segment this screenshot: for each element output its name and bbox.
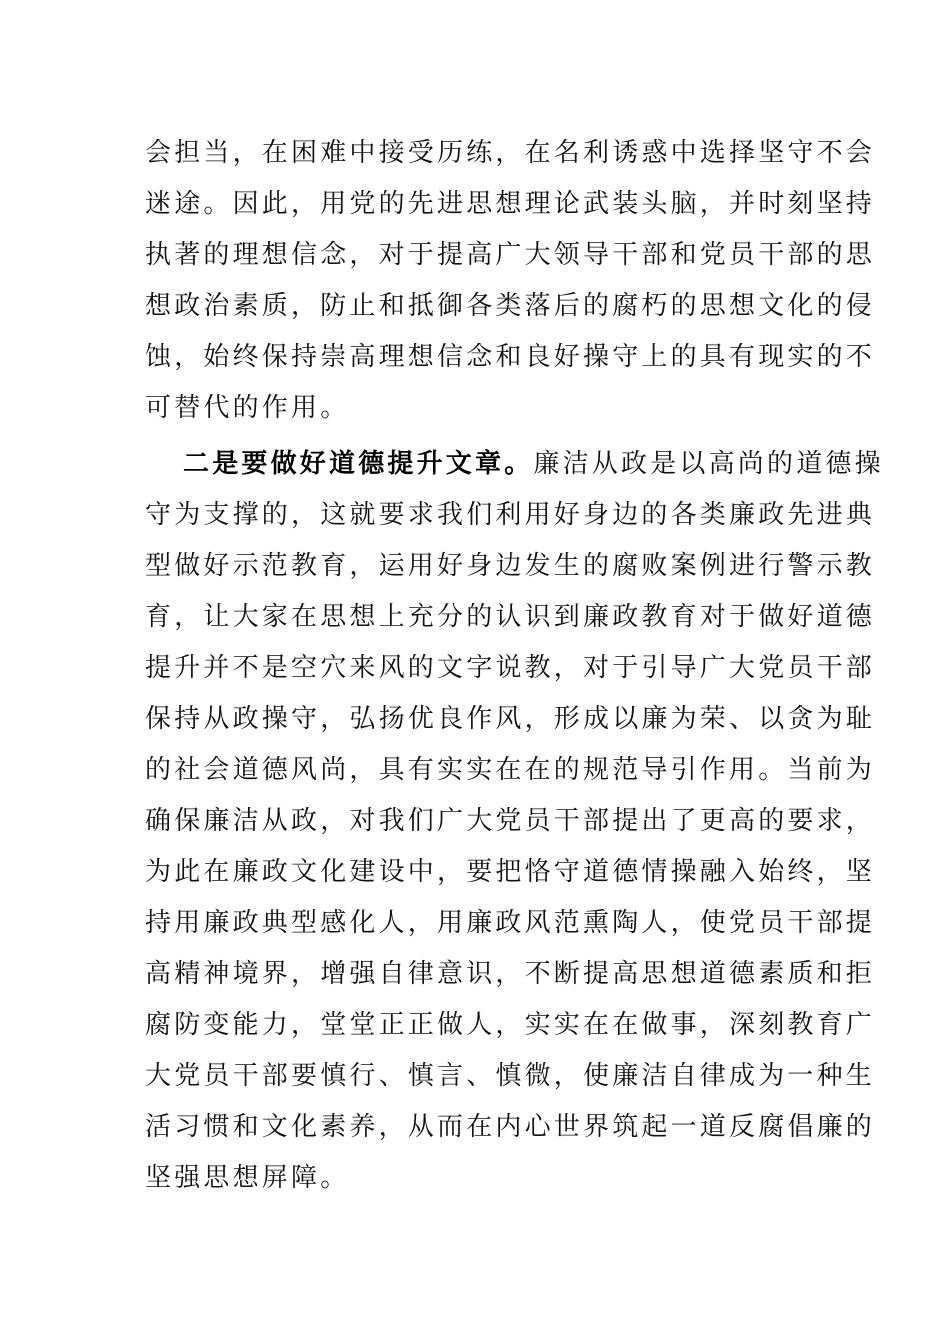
paragraph-line: 蚀，始终保持崇高理想信念和良好操守上的具有现实的不 [145, 342, 876, 372]
paragraph-line: 育，让大家在思想上充分的认识到廉政教育对于做好道德 [145, 602, 876, 632]
paragraph-line: 可替代的作用。 [145, 393, 350, 423]
paragraph-line: 大党员干部要慎行、慎言、慎微，使廉洁自律成为一种生 [145, 1061, 876, 1091]
paragraph-line: 守为支撑的，这就要求我们利用好身边的各类廉政先进典 [145, 500, 876, 530]
paragraph-line: 坚强思想屏障。 [145, 1163, 350, 1193]
paragraph-line: 提升并不是空穴来风的文字说教，对于引导广大党员干部 [145, 653, 876, 683]
paragraph-line: 的社会道德风尚，具有实实在在的规范导引作用。当前为 [145, 755, 876, 785]
paragraph-line: 保持从政操守，弘扬优良作风，形成以廉为荣、以贪为耻 [145, 704, 876, 734]
paragraph-2 [145, 439, 884, 1204]
paragraph-line: 为此在廉政文化建设中，要把恪守道德情操融入始终，坚 [145, 857, 876, 887]
paragraph-line: 确保廉洁从政，对我们广大党员干部提出了更高的要求， [145, 806, 876, 836]
paragraph-line: 型做好示范教育，运用好身边发生的腐败案例进行警示教 [145, 551, 876, 581]
paragraph-line: 想政治素质，防止和抵御各类落后的腐朽的思想文化的侵 [145, 291, 876, 321]
paragraph-line: 腐防变能力，堂堂正正做人，实实在在做事，深刻教育广 [145, 1010, 876, 1040]
paragraph-line: 执著的理想信念，对于提高广大领导干部和党员干部的思 [145, 240, 876, 270]
paragraph-line: 活习惯和文化素养，从而在内心世界筑起一道反腐倡廉的 [145, 1112, 876, 1142]
first-line-text: 廉洁从政是以高尚的道德操 [533, 449, 884, 479]
paragraph-1 [145, 128, 876, 434]
paragraph-line: 会担当，在困难中接受历练，在名利诱惑中选择坚守不会 [145, 138, 876, 168]
paragraph-first-line [145, 439, 884, 490]
paragraph-line: 高精神境界，增强自律意识，不断提高思想道德素质和拒 [145, 959, 876, 989]
paragraph-line: 迷途。因此，用党的先进思想理论武装头脑，并时刻坚持 [145, 189, 876, 219]
section-lead-heading: 二是要做好道德提升文章。 [183, 449, 534, 479]
paragraph-line: 持用廉政典型感化人，用廉政风范熏陶人，使党员干部提 [145, 908, 876, 938]
